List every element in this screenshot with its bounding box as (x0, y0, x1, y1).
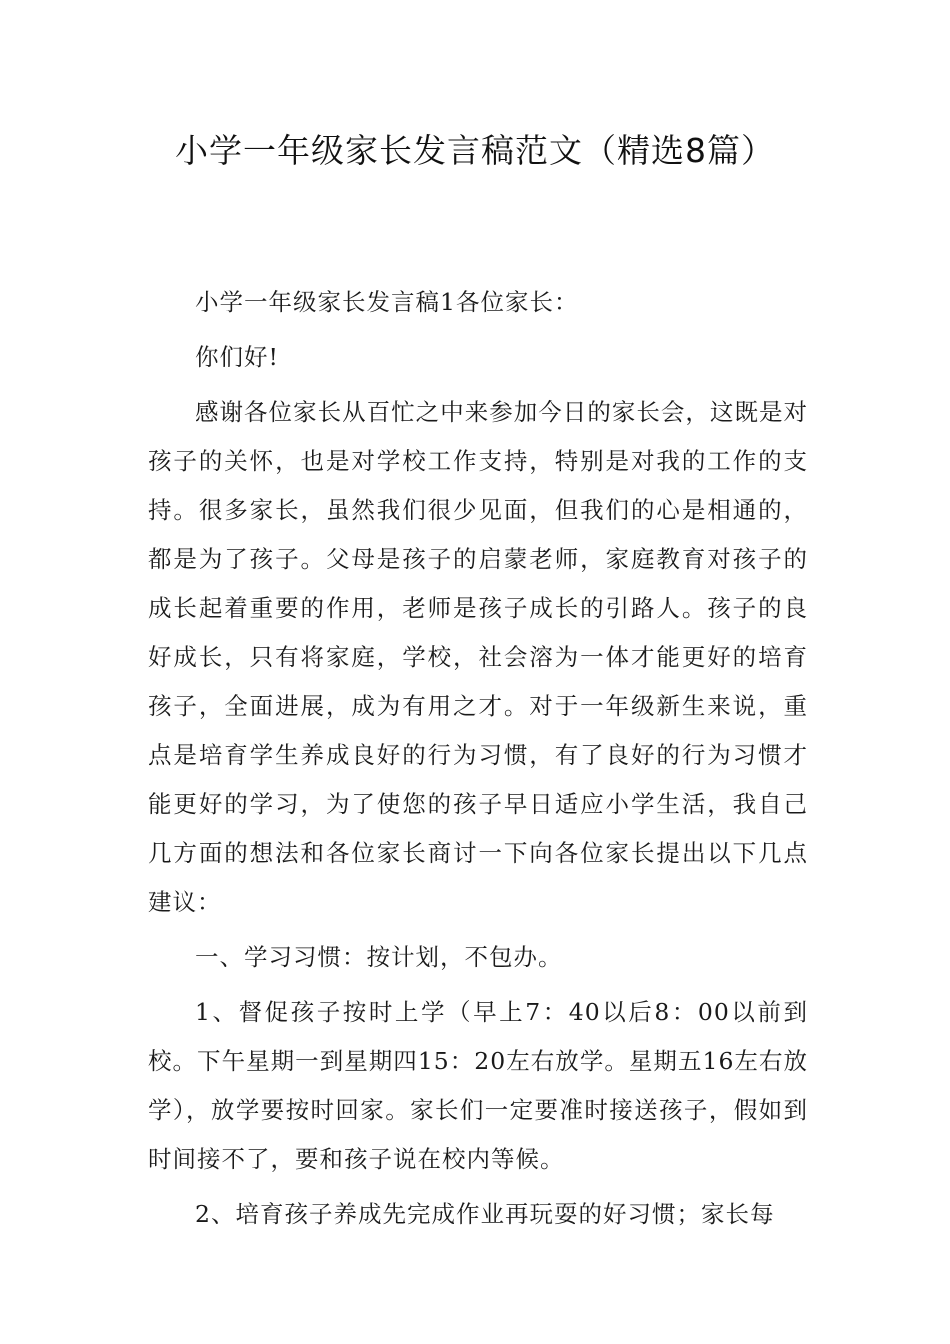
document-body (148, 278, 808, 1239)
paragraph-section-heading: 一、学习习惯：按计划，不包办。 (195, 943, 563, 971)
document-title: 小学一年级家长发言稿范文（精选8篇） (175, 131, 775, 170)
paragraph-item-2: 2、培育孩子养成先完成作业再玩耍的好习惯；家长每 (195, 1200, 775, 1228)
paragraph-item-1: 1、督促孩子按时上学（早上7：40以后8：00以前到校。下午星期一到星期四15：20左右放学。星期五16左右放学），放学要按时回家。家长们一定要准时接送孩子，假如到时间接不了，要和孩子说在校内等候。 (148, 998, 808, 1173)
paragraph-greeting: 你们好! (195, 343, 279, 371)
paragraph-salutation: 小学一年级家长发言稿1各位家长： (195, 288, 579, 316)
paragraph-intro: 感谢各位家长从百忙之中来参加今日的家长会，这既是对孩子的关怀，也是对学校工作支持，特别是对我的工作的支持。很多家长，虽然我们很少见面，但我们的心是相通的，都是为了孩子。父母是孩子的启蒙老师，家庭教育对孩子的成长起着重要的作用，老师是孩子成长的引路人。孩子的良好成长，只有将家庭，学校，社会溶为一体才能更好的培育孩子，全面进展，成为有用之才。对于一年级新生来说，重点是培育学生养成良好的行为习惯，有了良好的行为习惯才能更好的学习，为了使您的孩子早日适应小学生活，我自己几方面的想法和各位家长商讨一下向各位家长提出以下几点建议： (148, 398, 808, 916)
